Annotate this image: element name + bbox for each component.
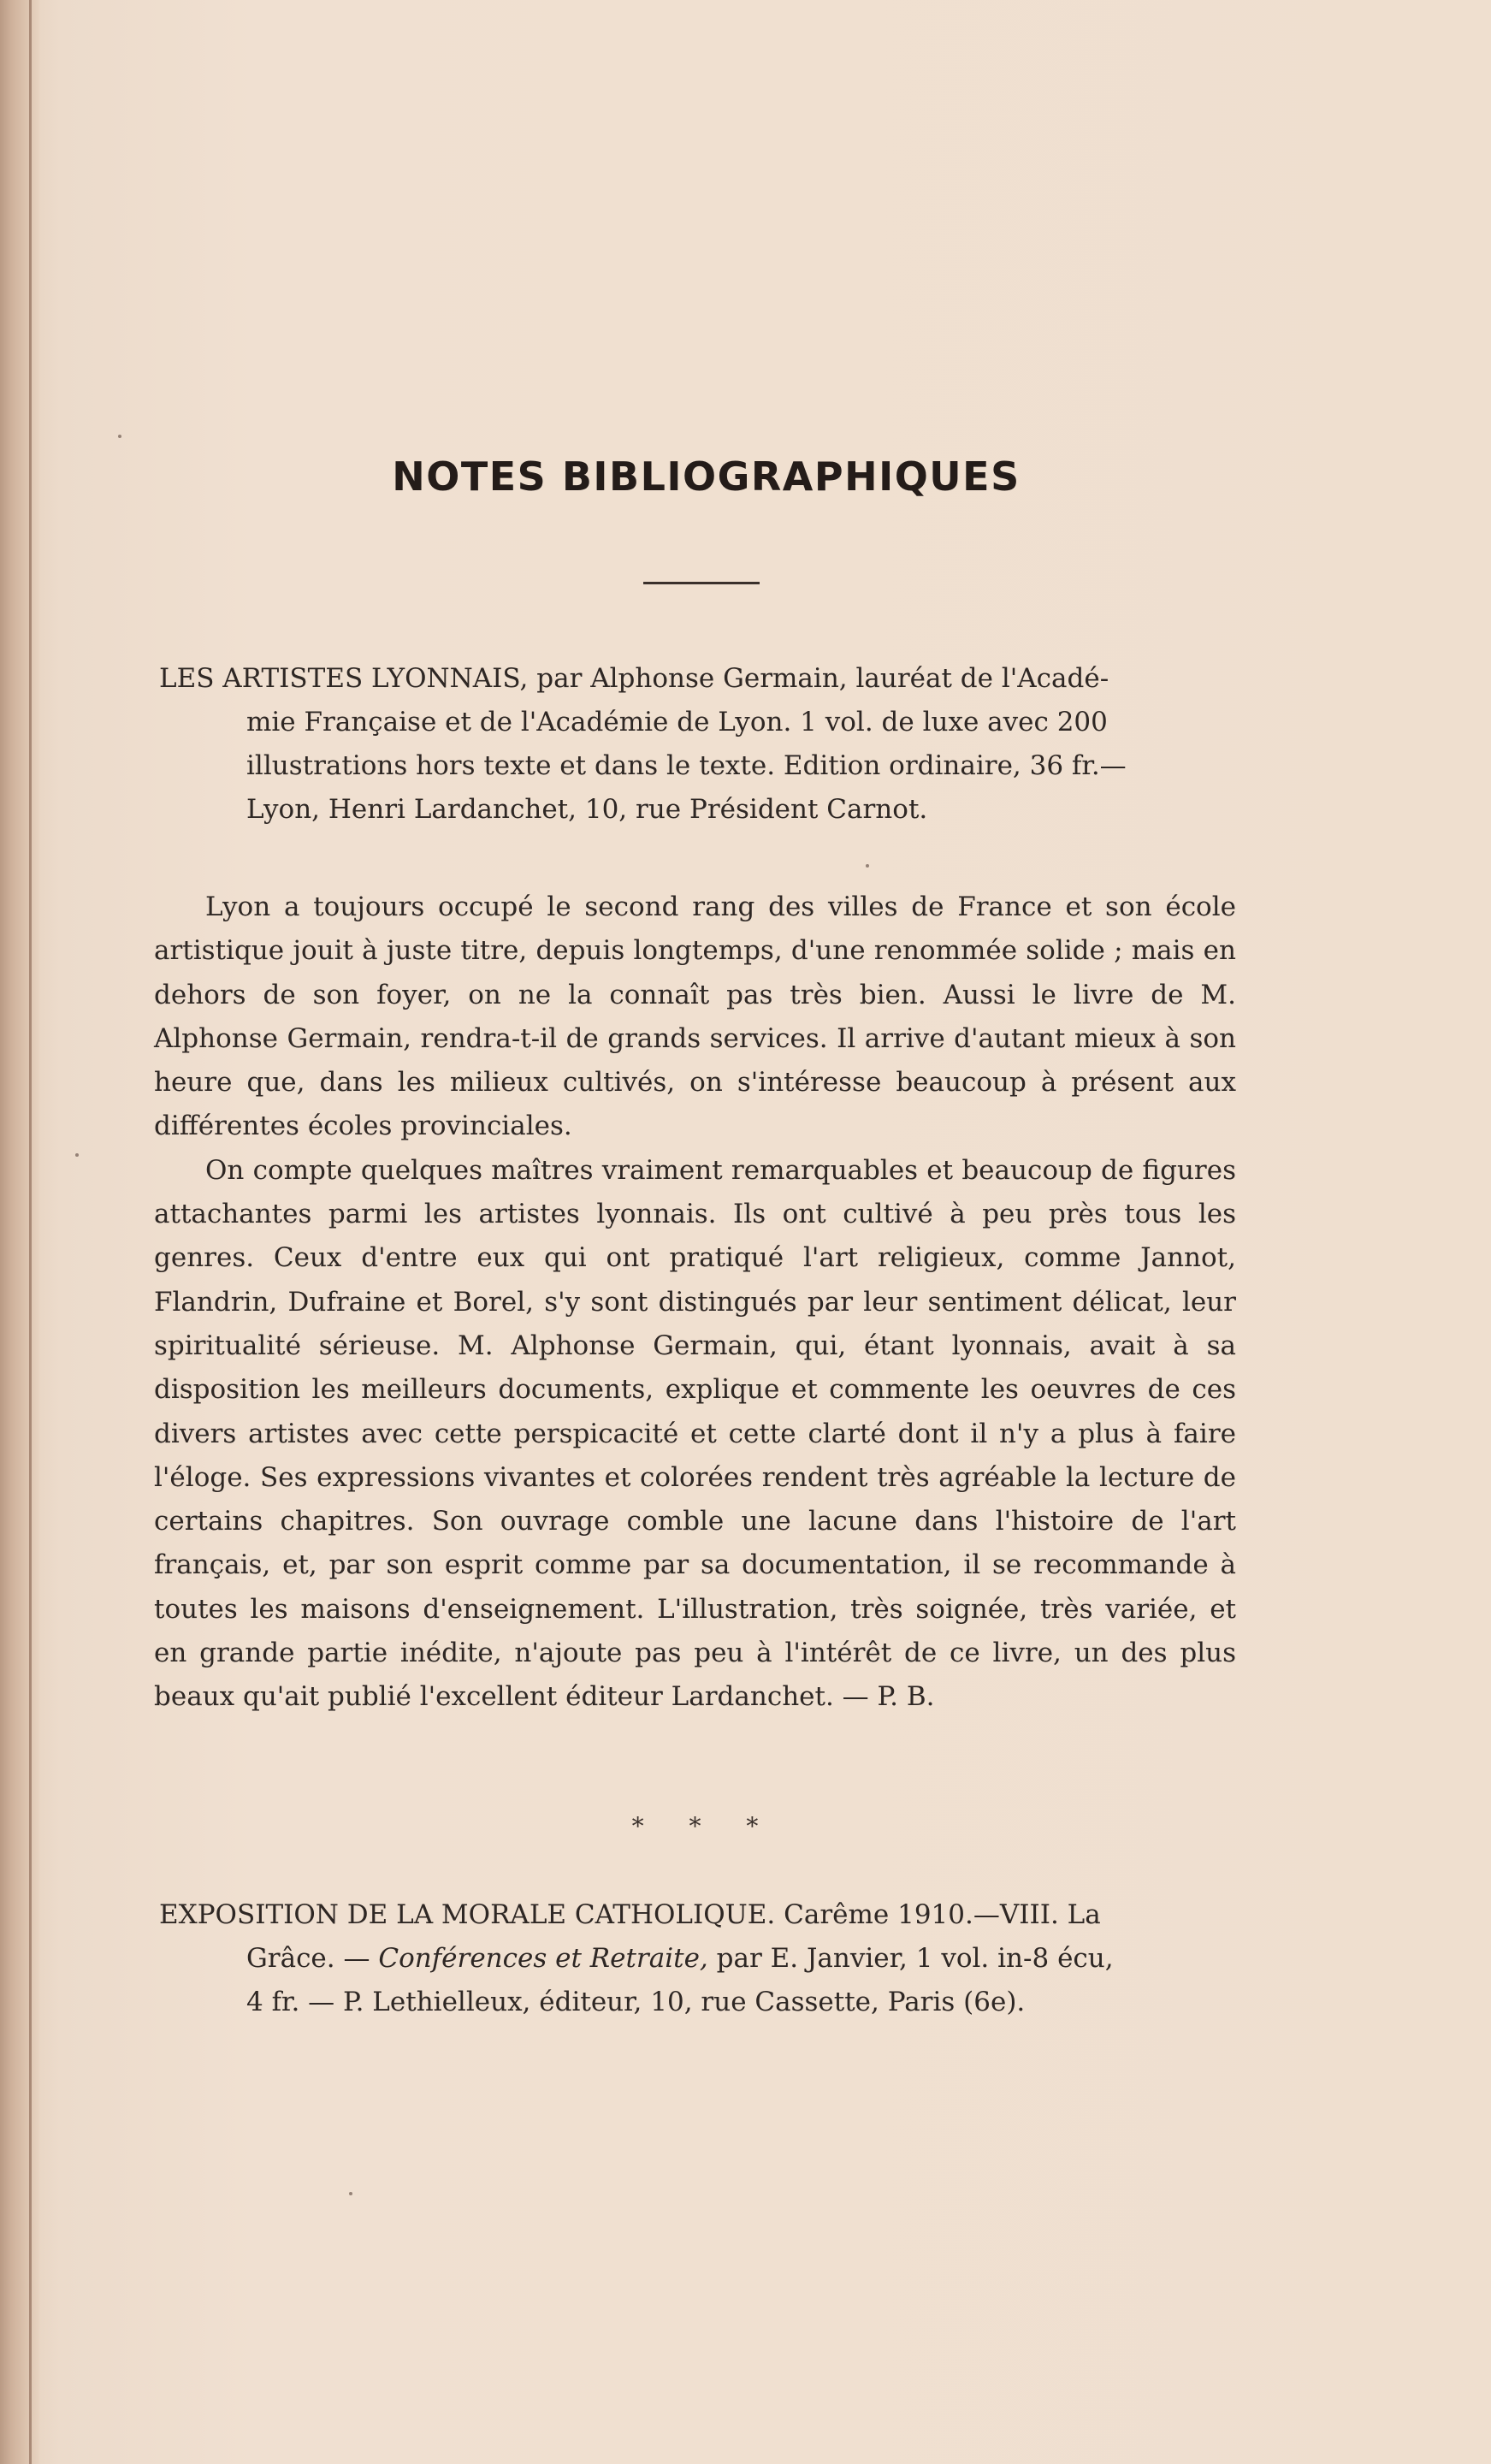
print-speck: [118, 435, 121, 438]
entry-heading-line: LES ARTISTES LYONNAIS, par Alphonse Germain, lauréat de l'Acadé-: [159, 663, 1109, 694]
print-speck: [75, 1153, 79, 1157]
entry-heading-line: EXPOSITION DE LA MORALE CATHOLIQUE. Carême 1910.—VIII. La: [159, 1899, 1101, 1930]
review-paragraph-2: On compte quelques maîtres vraiment remarquables et beaucoup de figures attachantes parmi les artistes lyonnais. Ils ont cultivé à peu près tous les genres. Ceux d'entre eux qui ont pratiqué l'art religieux, comme Jannot, Flandrin, Dufraine et Borel, s'y sont distingués par leur sentiment délicat, leur spiritualité sérieuse. M. Alphonse Germain, qui, étant lyonnais, avait à sa disposition les meilleurs documents, explique et commente les oeuvres de ces divers artistes avec cette perspicacité et cette clarté dont il n'y a plus à faire l'éloge. Ses expressions vivantes et colorées rendent très agréable la lecture de certains chapitres. Son ouvrage comble une lacune dans l'histoire de l'art français, et, par son esprit comme par sa documentation, il se recommande à toutes les maisons d'enseignement. L'illustration, très soignée, très variée, et en grande partie inédite, n'ajoute pas peu à l'intérêt de ce livre, un des plus beaux qu'ait publié l'excellent éditeur Lardanchet. — P. B.: [154, 1154, 1236, 1713]
print-speck: [866, 864, 869, 868]
section-separator: * * *: [631, 1812, 778, 1840]
print-speck: [349, 2192, 352, 2195]
page-title: NOTES BIBLIOGRAPHIQUES: [392, 453, 1021, 500]
entry-line: [159, 1937, 1237, 1981]
entry-line: 4 fr. — P. Lethielleux, éditeur, 10, rue Cassette, Paris (6e).: [246, 1987, 1026, 2017]
entry-text: Grâce. —: [246, 1943, 379, 1974]
entry-line: illustrations hors texte et dans le texte. Edition ordinaire, 36 fr.—: [246, 750, 1127, 781]
book-spine-edge: [29, 0, 32, 2464]
book-spine-shadow: [0, 0, 39, 2464]
entry-text: par E. Janvier, 1 vol. in-8 écu,: [707, 1943, 1114, 1974]
entry-italic-title: Conférences et Retraite,: [378, 1943, 708, 1974]
title-divider: [643, 582, 760, 584]
bibliography-entry-artistes-lyonnais: [159, 657, 1237, 832]
entry-line: Lyon, Henri Lardanchet, 10, rue Président Carnot.: [246, 794, 928, 825]
review-text: [154, 886, 1236, 1720]
bibliography-entry-morale-catholique: [159, 1893, 1237, 2024]
review-paragraph-1: Lyon a toujours occupé le second rang des villes de France et son école artistique jouit à juste titre, depuis longtemps, d'une renommée solide ; mais en dehors de son foyer, on ne la connaît pas très bien. Aussi le livre de M. Alphonse Germain, rendra-t-il de grands services. Il arrive d'autant mieux à son heure que, dans les milieux cultivés, on s'intéresse beaucoup à présent aux différentes écoles provinciales.: [154, 891, 1236, 1142]
entry-line: mie Française et de l'Académie de Lyon. 1 vol. de luxe avec 200: [246, 707, 1108, 737]
